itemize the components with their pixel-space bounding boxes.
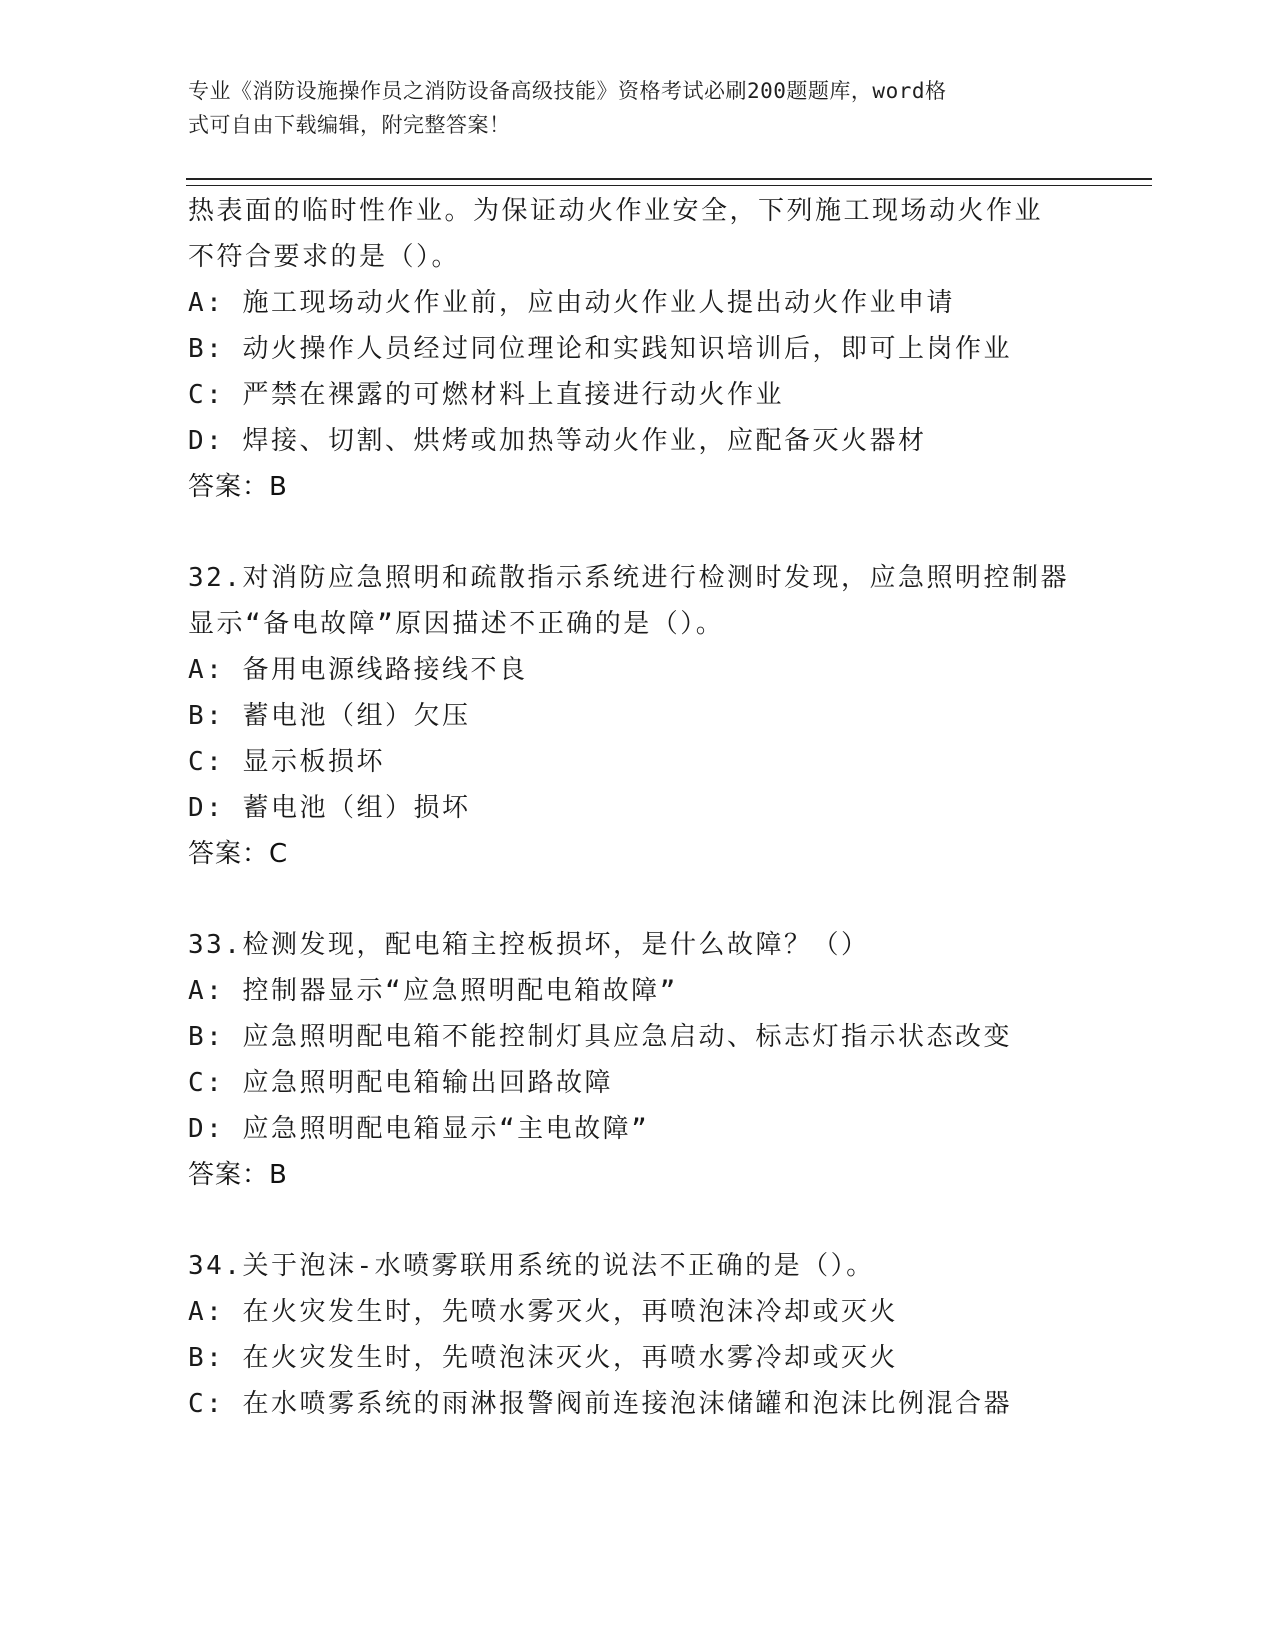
question-31 <box>188 188 1148 510</box>
option-d: D: 蓄电池（组）损坏 <box>188 793 471 823</box>
option-a: A: 施工现场动火作业前，应由动火作业人提出动火作业申请 <box>188 288 955 318</box>
header-line-2: 式可自由下载编辑，附完整答案！ <box>188 113 511 137</box>
spacer <box>188 877 1148 922</box>
question-stem-line: 34.关于泡沫-水喷雾联用系统的说法不正确的是（）。 <box>188 1251 875 1281</box>
option-d: D: 焊接、切割、烘烤或加热等动火作业，应配备灭火器材 <box>188 426 927 456</box>
spacer <box>188 510 1148 555</box>
answer-line: 答案：C <box>188 839 289 869</box>
question-stem-line: 32.对消防应急照明和疏散指示系统进行检测时发现，应急照明控制器 <box>188 563 1069 593</box>
option-c: C: 在水喷雾系统的雨淋报警阀前连接泡沫储罐和泡沫比例混合器 <box>188 1389 1012 1419</box>
option-b: B: 应急照明配电箱不能控制灯具应急启动、标志灯指示状态改变 <box>188 1022 1012 1052</box>
option-c: C: 应急照明配电箱输出回路故障 <box>188 1068 613 1098</box>
header-divider <box>186 178 1152 186</box>
question-stem-line: 显示“备电故障”原因描述不正确的是（）。 <box>188 609 725 639</box>
option-a: A: 备用电源线路接线不良 <box>188 655 528 685</box>
question-32 <box>188 555 1148 877</box>
question-33 <box>188 922 1148 1198</box>
option-b: B: 蓄电池（组）欠压 <box>188 701 471 731</box>
question-stem-line: 热表面的临时性作业。为保证动火作业安全，下列施工现场动火作业 <box>188 196 1044 226</box>
option-b: B: 在火灾发生时，先喷泡沫灭火，再喷水雾冷却或灭火 <box>188 1343 898 1373</box>
question-34 <box>188 1243 1148 1427</box>
document-header <box>188 74 1088 142</box>
option-c: C: 严禁在裸露的可燃材料上直接进行动火作业 <box>188 380 784 410</box>
answer-line: 答案：B <box>188 472 288 502</box>
question-stem-line: 33.检测发现，配电箱主控板损坏，是什么故障？（） <box>188 930 870 960</box>
option-d: D: 应急照明配电箱显示“主电故障” <box>188 1114 650 1144</box>
option-a: A: 在火灾发生时，先喷水雾灭火，再喷泡沫冷却或灭火 <box>188 1297 898 1327</box>
spacer <box>188 1198 1148 1243</box>
option-a: A: 控制器显示“应急照明配电箱故障” <box>188 976 678 1006</box>
question-list <box>188 188 1148 1427</box>
option-b: B: 动火操作人员经过同位理论和实践知识培训后，即可上岗作业 <box>188 334 1012 364</box>
header-line-1: 专业《消防设施操作员之消防设备高级技能》资格考试必刷200题题库，word格 <box>188 79 947 103</box>
answer-line: 答案：B <box>188 1160 288 1190</box>
option-c: C: 显示板损坏 <box>188 747 385 777</box>
question-stem-line: 不符合要求的是（）。 <box>188 242 461 272</box>
